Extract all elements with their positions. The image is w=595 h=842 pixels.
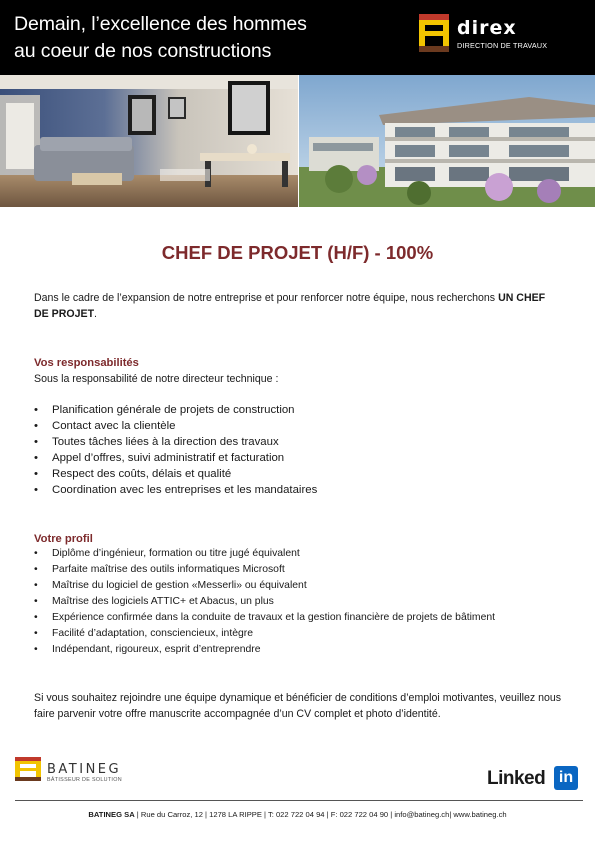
list-item: • Toutes tâches liées à la direction des travaux — [34, 434, 317, 450]
responsibilities-heading: Vos responsabilités — [34, 357, 139, 369]
list-item: • Indépendant, rigoureux, esprit d’entreprendre — [34, 642, 495, 658]
intro-bold: UN CHEF DE PROJET — [34, 292, 546, 320]
list-item: • Contact avec la clientèle — [34, 418, 317, 434]
slogan-line-1: Demain, l’excellence des hommes — [14, 13, 307, 35]
list-item: • Facilité d’adaptation, consciencieux, intègre — [34, 626, 495, 642]
intro-paragraph — [34, 290, 562, 322]
direx-logo-name: direx — [457, 17, 517, 39]
profile-heading: Votre profil — [34, 533, 93, 545]
slogan-line-2: au coeur de nos constructions — [14, 40, 272, 62]
direx-logo — [419, 14, 569, 54]
slogan — [14, 11, 307, 65]
list-item: • Respect des coûts, délais et qualité — [34, 466, 317, 482]
direx-logo-icon — [419, 14, 449, 52]
batineg-logo-name: BATINEG — [47, 762, 122, 777]
profile-list — [34, 546, 495, 658]
list-item: • Maîtrise des logiciels ATTIC+ et Abacus, un plus — [34, 594, 495, 610]
header-photos — [0, 75, 595, 207]
header-band — [0, 0, 595, 75]
list-item: • Expérience confirmée dans la conduite de travaux et la gestion financière de projets de bâtiment — [34, 610, 495, 626]
footer-contact-line — [0, 810, 595, 819]
building-photo — [299, 75, 595, 207]
intro-end: . — [94, 308, 97, 320]
batineg-logo — [15, 757, 135, 785]
list-item: • Maîtrise du logiciel de gestion «Messerli» ou équivalent — [34, 578, 495, 594]
list-item: • Planification générale de projets de construction — [34, 402, 317, 418]
direx-logo-tagline: DIRECTION DE TRAVAUX — [457, 41, 548, 50]
footer-company: BATINEG SA — [88, 810, 135, 819]
batineg-logo-tagline: BÂTISSEUR DE SOLUTION — [47, 777, 122, 783]
batineg-logo-icon — [15, 757, 41, 781]
intro-text: Dans le cadre de l’expansion de notre entreprise et pour renforcer notre équipe, nous recherchons — [34, 292, 499, 304]
footer-address: | Rue du Carroz, 12 | 1278 LA RIPPE | T: 022 722 04 94 | F: 022 722 04 90 | info@batineg.ch| www.batineg.ch — [134, 810, 507, 819]
interior-photo — [0, 75, 298, 207]
responsibilities-subheading: Sous la responsabilité de notre directeur technique : — [34, 373, 279, 385]
list-item: • Diplôme d’ingénieur, formation ou titre jugé équivalent — [34, 546, 495, 562]
linkedin-text: Linked — [487, 768, 546, 789]
list-item: • Appel d’offres, suivi administratif et facturation — [34, 450, 317, 466]
footer-divider — [15, 800, 583, 801]
job-title: CHEF DE PROJET (H/F) - 100% — [161, 242, 434, 263]
list-item: • Coordination avec les entreprises et les mandataires — [34, 482, 317, 498]
closing-paragraph: Si vous souhaitez rejoindre une équipe dynamique et bénéficier de conditions d’emploi motivantes, veuillez nous faire parvenir votre offre manuscrite accompagnée d’un CV complet et photo d’identité. — [34, 692, 562, 720]
responsibilities-list — [34, 402, 317, 498]
list-item: • Parfaite maîtrise des outils informatiques Microsoft — [34, 562, 495, 578]
linkedin-icon: in — [554, 766, 578, 790]
